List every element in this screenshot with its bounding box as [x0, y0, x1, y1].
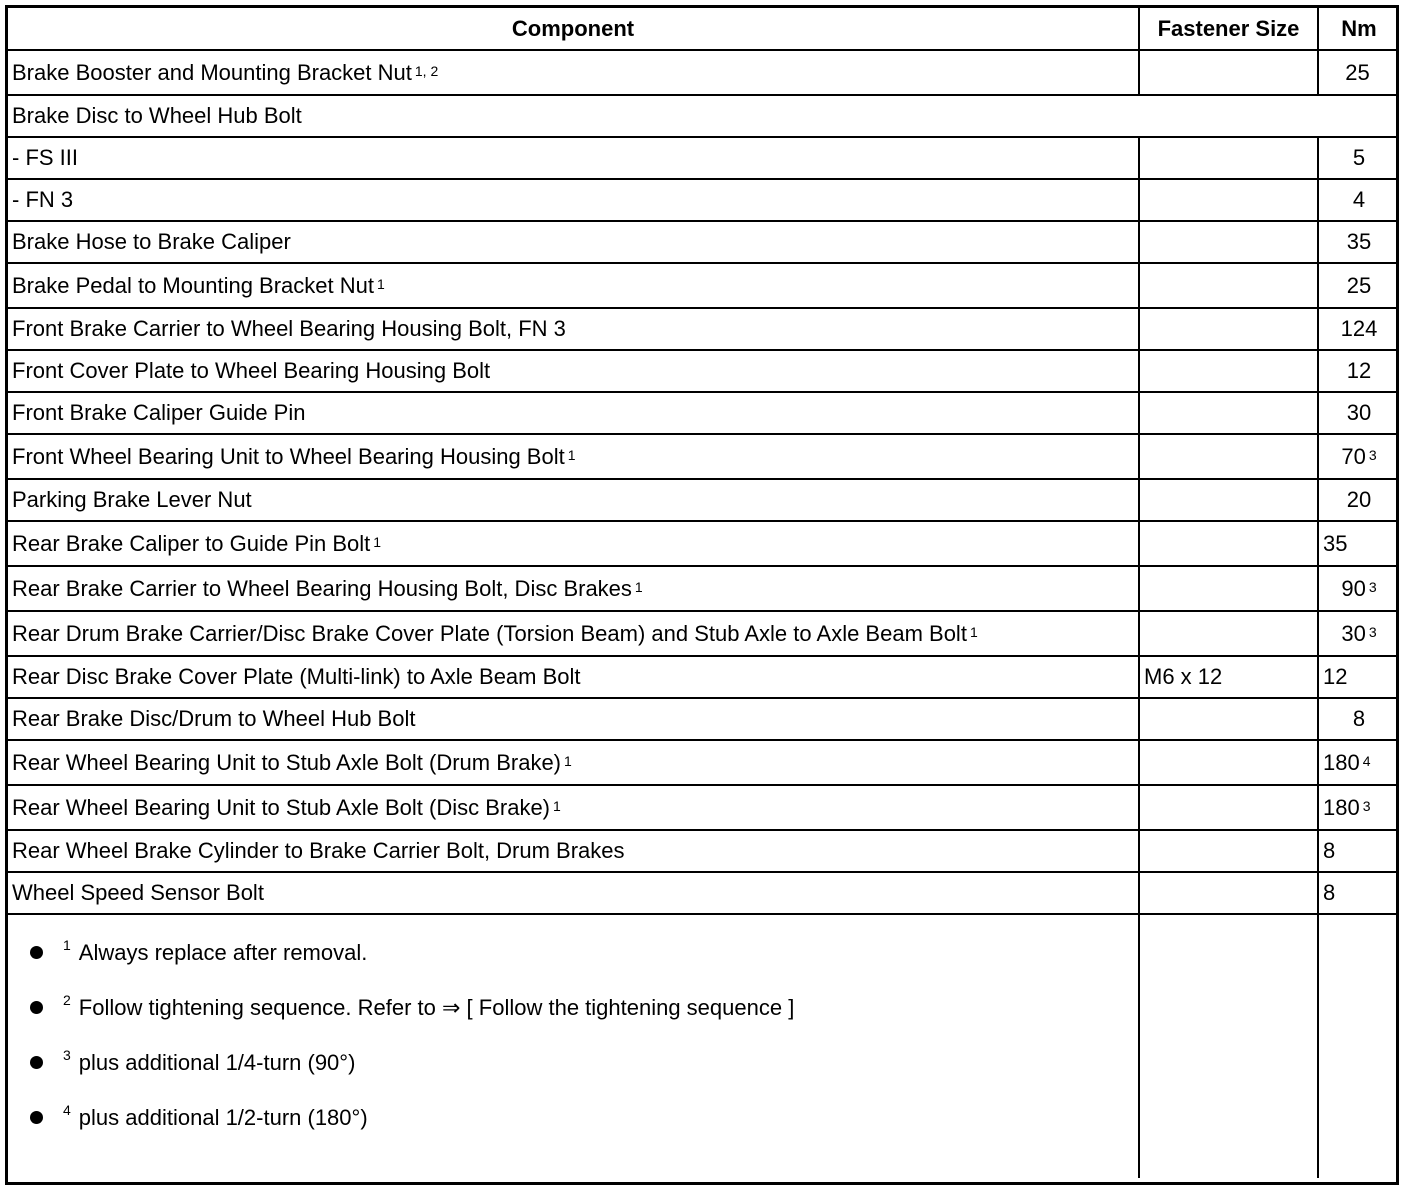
footnotes-fastener-blank	[1139, 914, 1318, 1178]
fastener-cell	[1139, 263, 1318, 308]
nm-cell: 180 $^4$	[1318, 740, 1399, 785]
nm-cell: 30 $^3$	[1318, 611, 1399, 656]
fastener-cell	[1139, 872, 1318, 914]
fastener-cell	[1139, 221, 1318, 263]
nm-cell: 90 $^3$	[1318, 566, 1399, 611]
nm-cell: 25	[1318, 263, 1399, 308]
nm-cell: 35	[1318, 221, 1399, 263]
bullet-icon	[30, 1001, 43, 1014]
table-row	[8, 830, 1399, 872]
table-row	[8, 392, 1399, 434]
component-cell: Parking Brake Lever Nut	[8, 479, 1139, 521]
header-component: Component	[8, 8, 1139, 50]
component-cell: - FS III	[8, 137, 1139, 179]
component-group-heading: Brake Disc to Wheel Hub Bolt	[8, 95, 1399, 137]
nm-cell: 180 $^3$	[1318, 785, 1399, 830]
footnote-item	[30, 1035, 1134, 1090]
nm-cell: 35	[1318, 521, 1399, 566]
footnote-mark: 3	[63, 1046, 71, 1063]
table-row	[8, 350, 1399, 392]
fastener-cell	[1139, 698, 1318, 740]
table-row	[8, 521, 1399, 566]
table-row	[8, 611, 1399, 656]
fastener-cell	[1139, 785, 1318, 830]
torque-spec-table-frame	[5, 5, 1399, 1185]
footnote-item	[30, 1090, 1134, 1145]
component-cell: Rear Wheel Bearing Unit to Stub Axle Bolt (Drum Brake) $^1$	[8, 740, 1139, 785]
header-nm: Nm	[1318, 8, 1399, 50]
table-row	[8, 308, 1399, 350]
nm-cell: 5	[1318, 137, 1399, 179]
component-cell: Wheel Speed Sensor Bolt	[8, 872, 1139, 914]
component-cell: Rear Wheel Bearing Unit to Stub Axle Bolt (Disc Brake) $^1$	[8, 785, 1139, 830]
fastener-cell	[1139, 521, 1318, 566]
component-cell: Rear Wheel Brake Cylinder to Brake Carrier Bolt, Drum Brakes	[8, 830, 1139, 872]
table-row	[8, 221, 1399, 263]
fastener-cell	[1139, 50, 1318, 95]
table-row	[8, 434, 1399, 479]
fastener-cell	[1139, 179, 1318, 221]
table-row	[8, 740, 1399, 785]
component-cell: Rear Disc Brake Cover Plate (Multi-link) to Axle Beam Bolt	[8, 656, 1139, 698]
component-cell: Rear Brake Caliper to Guide Pin Bolt $^1$	[8, 521, 1139, 566]
nm-cell: 25	[1318, 50, 1399, 95]
bullet-icon	[30, 1056, 43, 1069]
footnotes-row	[8, 914, 1399, 1178]
fastener-cell	[1139, 740, 1318, 785]
footnotes-cell	[8, 914, 1139, 1178]
fastener-cell	[1139, 137, 1318, 179]
table-row	[8, 566, 1399, 611]
footnote-text: plus additional 1/4-turn (90°)	[78, 1049, 356, 1075]
component-cell: Brake Hose to Brake Caliper	[8, 221, 1139, 263]
nm-cell: 8	[1318, 830, 1399, 872]
table-row	[8, 698, 1399, 740]
table-row	[8, 179, 1399, 221]
nm-cell: 12	[1318, 656, 1399, 698]
nm-cell: 20	[1318, 479, 1399, 521]
fastener-cell	[1139, 392, 1318, 434]
table-row	[8, 137, 1399, 179]
nm-cell: 8	[1318, 698, 1399, 740]
footnote-text: plus additional 1/2-turn (180°)	[78, 1104, 368, 1130]
component-cell: Front Cover Plate to Wheel Bearing Housing Bolt	[8, 350, 1139, 392]
component-cell: Front Brake Caliper Guide Pin	[8, 392, 1139, 434]
component-cell: Front Wheel Bearing Unit to Wheel Bearing Housing Bolt $^1$	[8, 434, 1139, 479]
table-row	[8, 785, 1399, 830]
table-row	[8, 50, 1399, 95]
fastener-cell	[1139, 434, 1318, 479]
fastener-cell	[1139, 611, 1318, 656]
footnote-item	[30, 925, 1134, 980]
footnote-mark: 4	[63, 1101, 71, 1118]
fastener-cell: M6 x 12	[1139, 656, 1318, 698]
torque-spec-table	[8, 8, 1399, 1178]
component-cell: Rear Brake Carrier to Wheel Bearing Housing Bolt, Disc Brakes $^1$	[8, 566, 1139, 611]
footnotes-list	[12, 915, 1134, 1145]
component-cell: Front Brake Carrier to Wheel Bearing Housing Bolt, FN 3	[8, 308, 1139, 350]
table-row	[8, 872, 1399, 914]
footnote-mark: 1	[63, 936, 71, 953]
footnote-text: Always replace after removal.	[78, 939, 368, 965]
component-cell: Rear Drum Brake Carrier/Disc Brake Cover Plate (Torsion Beam) and Stub Axle to Axle Beam Bolt $^1$	[8, 611, 1139, 656]
nm-cell: 4	[1318, 179, 1399, 221]
component-cell: - FN 3	[8, 179, 1139, 221]
bullet-icon	[30, 946, 43, 959]
table-row	[8, 656, 1399, 698]
fastener-cell	[1139, 566, 1318, 611]
footnote-item	[30, 980, 1134, 1035]
fastener-cell	[1139, 350, 1318, 392]
footnotes-nm-blank	[1318, 914, 1399, 1178]
fastener-cell	[1139, 830, 1318, 872]
bullet-icon	[30, 1111, 43, 1124]
table-header-row	[8, 8, 1399, 50]
fastener-cell	[1139, 479, 1318, 521]
component-cell: Brake Pedal to Mounting Bracket Nut $^1$	[8, 263, 1139, 308]
table-row	[8, 479, 1399, 521]
footnote-text: Follow tightening sequence. Refer to ⇒ [ Follow the tightening sequence ]	[78, 994, 795, 1020]
nm-cell: 124	[1318, 308, 1399, 350]
component-cell: Brake Booster and Mounting Bracket Nut $^{1, 2}$	[8, 50, 1139, 95]
table-row	[8, 95, 1399, 137]
header-fastener-size: Fastener Size	[1139, 8, 1318, 50]
nm-cell: 70 $^3$	[1318, 434, 1399, 479]
table-row	[8, 263, 1399, 308]
fastener-cell	[1139, 308, 1318, 350]
component-cell: Rear Brake Disc/Drum to Wheel Hub Bolt	[8, 698, 1139, 740]
nm-cell: 8	[1318, 872, 1399, 914]
nm-cell: 12	[1318, 350, 1399, 392]
footnote-mark: 2	[63, 991, 71, 1008]
nm-cell: 30	[1318, 392, 1399, 434]
